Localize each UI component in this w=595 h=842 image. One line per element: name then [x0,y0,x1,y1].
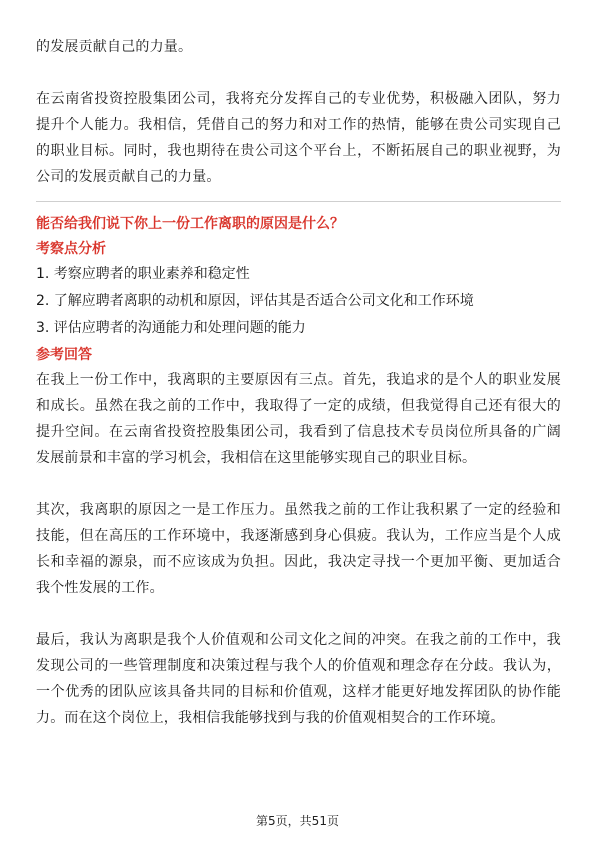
page-content [36,34,561,731]
analysis-points [36,261,561,342]
answer-paragraph: 其次，我离职的原因之一是工作压力。虽然我之前的工作让我积累了一定的经验和技能，但在高压的工作环境中，我逐渐感到身心俱疲。我认为，工作应当是个人成长和幸福的源泉，而不应该成为负担。因此，我决定寻找一个更加平衡、更加适合我个性发展的工作。 [36,502,561,596]
question-heading: 能否给我们说下你上一份工作离职的原因是什么？ [36,216,344,232]
intro-paragraph: 在云南省投资控股集团公司，我将充分发挥自己的专业优势，积极融入团队，努力提升个人能力。我相信，凭借自己的努力和对工作的热情，能够在贵公司实现自己的职业目标。同时，我也期待在贵公司这个平台上，不断拓展自己的职业视野，为公司的发展贡献自己的力量。 [36,91,561,185]
answer-paragraph: 在我上一份工作中，我离职的主要原因有三点。首先，我追求的是个人的职业发展和成长。虽然在我之前的工作中，我取得了一定的成绩，但我觉得自己还有很大的提升空间。在云南省投资控股集团公司，我看到了信息技术专员岗位所具备的广阔发展前景和丰富的学习机会，我相信在这里能够实现自己的职业目标。 [36,372,561,466]
section-divider [36,201,561,202]
page-footer: 第5页，共51页 [256,814,339,828]
analysis-point: 2. 了解应聘者离职的动机和原因，评估其是否适合公司文化和工作环境 [36,293,474,309]
top-fragment: 的发展贡献自己的力量。 [36,39,193,55]
answer-paragraph: 最后，我认为离职是我个人价值观和公司文化之间的冲突。在我之前的工作中，我发现公司的一些管理制度和决策过程与我个人的价值观和理念存在分歧。我认为，一个优秀的团队应该具备共同的目标和价值观，这样才能更好地发挥团队的协作能力。而在这个岗位上，我相信我能够找到与我的价值观相契合的工作环境。 [36,632,561,726]
answer-title: 参考回答 [36,347,92,363]
analysis-title: 考察点分析 [36,241,106,257]
analysis-point: 1. 考察应聘者的职业素养和稳定性 [36,266,250,282]
analysis-point: 3. 评估应聘者的沟通能力和处理问题的能力 [36,320,306,336]
